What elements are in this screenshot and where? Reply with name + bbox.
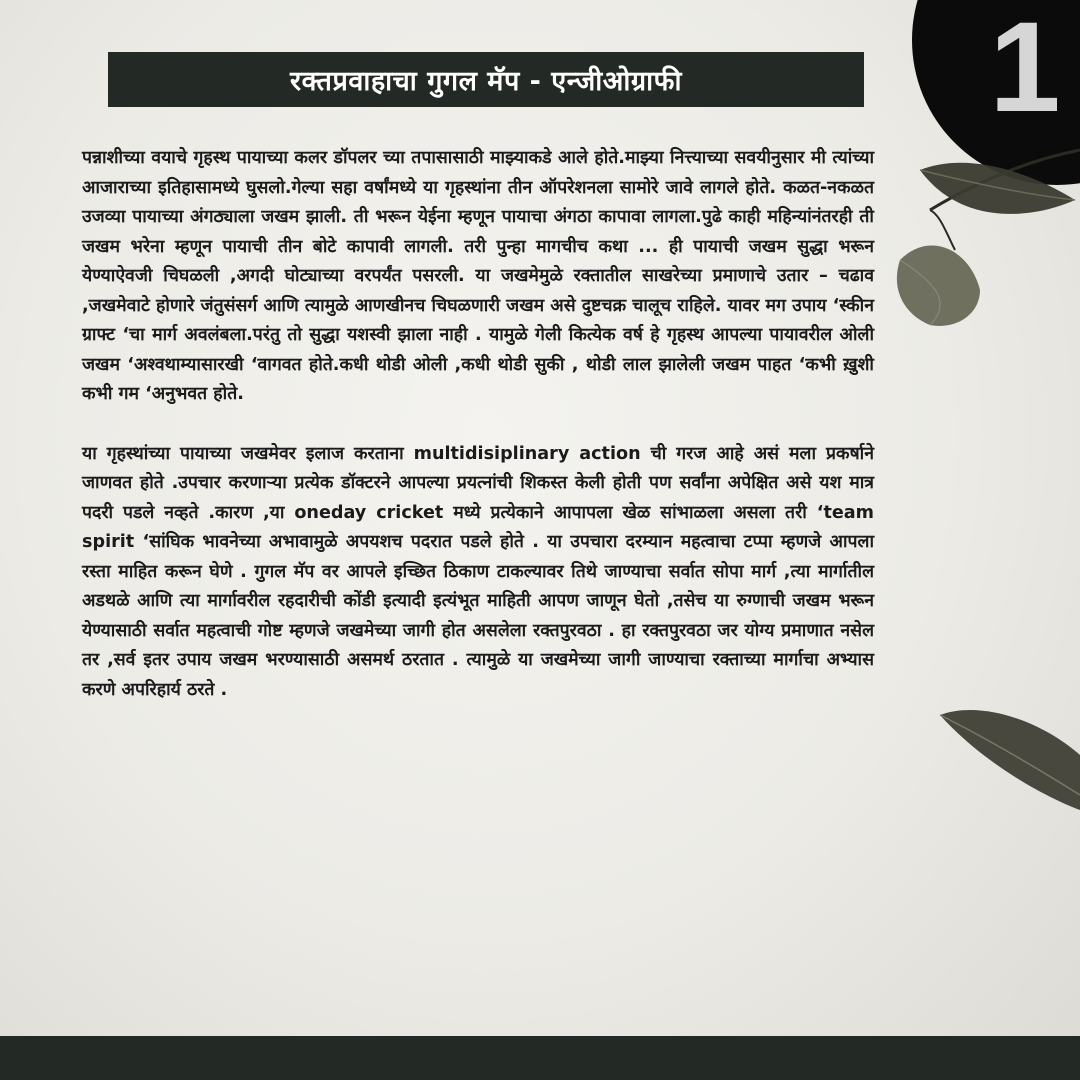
leaf-decoration-icon	[860, 140, 1080, 330]
paragraph: या गृहस्थांच्या पायाच्या जखमेवर इलाज करताना multidisiplinary action ची गरज आहे असं मला प्रकर्षाने जाणवत होते .उपचार करणाऱ्या प्रत्येक डॉक्टरने आपल्या प्रयत्नांची शिकस्त केली होती पण सर्वांना अपेक्षित असे यश मात्र पदरी पडले नव्हते .कारण ,या oneday cricket मध्ये प्रत्येकाने आपापला खेळ सांभाळला असला तरी ‘team spirit ‘सांघिक भावनेच्या अभावामुळे अपयशच पदरात पडले होते . या उपचारा दरम्यान महत्वाचा टप्पा म्हणजे आपला रस्ता माहित करून घेणे . गुगल मॅप वर आपले इच्छित ठिकाण टाकल्यावर तिथे जाण्याचा सर्वात सोपा मार्ग ,त्या मार्गातील अडथळे आणि त्या मार्गावरील रहदारीची कोंडी इत्यादी इत्यंभूत माहिती आपण जाणून घेतो ,तसेच या रुग्णाची जखम भरून येण्यासाठी सर्वात महत्वाची गोष्ट म्हणजे जखमेच्या जागी होत असलेला रक्तपुरवठा . हा रक्तपुरवठा जर योग्य प्रमाणात नसेल तर ,सर्व इतर उपाय जखम भरण्यासाठी असमर्थ ठरतात . त्यामुळे या जखमेच्या जागी जाण्याचा रक्ताच्या मार्गाचा अभ्यास करणे अपरिहार्य ठरते .	[82, 443, 874, 700]
paragraph: पन्नाशीच्या वयाचे गृहस्थ पायाच्या कलर डॉपलर च्या तपासासाठी माझ्याकडे आले होते.माझ्या नित्त्याच्या सवयीनुसार मी त्यांच्या आजाराच्या इतिहासामध्ये घुसलो.गेल्या सहा वर्षांमध्ये या गृहस्थांना तीन ऑपरेशनला सामोरे जावे लागले होते. कळत-नकळत उजव्या पायाच्या अंगठ्याला जखम झाली. ती भरून येईना म्हणून पायाचा अंगठा कापावा लागला.पुढे काही महिन्यांनंतरही ती जखम भरेना म्हणून पायाची तीन बोटे कापावी लागली. तरी पुन्हा मागचीच कथा ... ही पायाची जखम सुद्धा भरून येण्याऐवजी चिघळली ,अगदी घोट्याच्या वरपर्यंत पसरली. या जखमेमुळे रक्तातील साखरेच्या प्रमाणाचे उतार – चढाव ,जखमेवाटे होणारे जंतुसंसर्ग आणि त्यामुळे आणखीनच चिघळणारी जखम असे दुष्टचक्र चालूच राहिले. यावर मग उपाय ‘स्कीन ग्राफ्ट ‘चा मार्ग अवलंबला.परंतु तो सुद्धा यशस्वी झाला नाही . यामुळे गेली कित्येक वर्ष हे गृहस्थ आपल्या पायावरील ओली जखम ‘अश्वथाम्यासारखी ‘वागवत होते.कधी थोडी ओली ,कधी थोडी सुकी , थोडी लाल झालेली जखम पाहत ‘कभी ख़ुशी कभी गम ‘अनुभवत होते.	[82, 148, 874, 404]
page-number: 1	[989, 0, 1061, 139]
footer-band	[0, 1036, 1080, 1080]
leaf-decoration-icon	[930, 700, 1080, 820]
article-body	[82, 144, 874, 705]
page-title: रक्तप्रवाहाचा गुगल मॅप - एन्जीओग्राफी	[108, 52, 864, 107]
